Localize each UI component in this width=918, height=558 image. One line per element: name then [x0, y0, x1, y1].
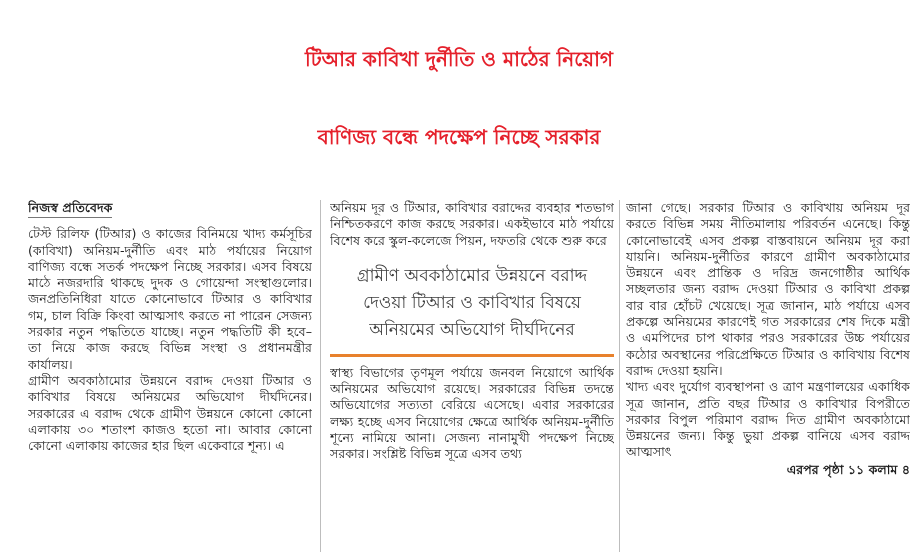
paragraph: গ্রামীণ অবকাঠামোর উন্নয়নে বরাদ্দ দেওয়া টিআর ও কাবিখার বিষয়ে অনিয়মের অভিযোগ দীর্ঘদিনের। সরকারের এ বরাদ্দ থেকে গ্রামীণ উন্নয়নে কোনো কোনো এলাকায় ৩০ শতাংশ কাজও হতো না। আবার কোনো কোনো এলাকায় কাজের হার ছিল একেবারে শূন্য। এ: [28, 372, 312, 454]
article-column-2: [330, 200, 614, 558]
headline-line-2: বাণিজ্য বন্ধে পদক্ষেপ নিচ্ছে সরকার: [317, 125, 601, 149]
paragraph: অনিয়ম দূর ও টিআর, কাবিখার বরাদ্দের ব্যবহার শতভাগ নিশ্চিতকরণে কাজ করছে সরকার। একইভাবে মাঠ পর্যায়ে বিশেষ করে স্কুল-কলেজে পিয়ন, দফতরি থেকে শুরু করে: [330, 200, 614, 248]
article-column-1: [28, 200, 312, 558]
article-column-3: [626, 200, 910, 558]
pull-quote: গ্রামীণ অবকাঠামোর উন্নয়নে বরাদ্দ দেওয়া টিআর ও কাবিখার বিষয়ে অনিয়মের অভিযোগ দীর্ঘদিনের: [356, 265, 588, 340]
paragraph: টেস্ট রিলিফ (টিআর) ও কাজের বিনিময়ে খাদ্য কর্মসূচির (কাবিখা) অনিয়ম-দুর্নীতি এবং মাঠ পর্যায়ের নিয়োগ বাণিজ্য বন্ধে সতর্ক পদক্ষেপ নিচ্ছে সরকার। এসব বিষয়ে মাঠে নজরদারি থাকছে দুদক ও গোয়েন্দা সংস্থাগুলোর। জনপ্রতিনিধিরা যাতে কোনোভাবে টিআর ও কাবিখার গম, চাল বিক্রি কিংবা আত্মসাৎ করতে না পারেন সেজন্য সরকার নতুন পদ্ধতিতে যাচ্ছে। নতুন পদ্ধতিটি কী হবে– তা নিয়ে কাজ করছে বিভিন্ন সংস্থা ও প্রধানমন্ত্রীর কার্যালয়।: [28, 226, 312, 372]
column-divider: [619, 200, 620, 552]
pull-quote-rule: [330, 354, 614, 357]
paragraph: জানা গেছে। সরকার টিআর ও কাবিখায় অনিয়ম দূর করতে বিভিন্ন সময় নীতিমালায় পরিবর্তন এনেছে। কিন্তু কোনোভাবেই এসব প্রকল্প বাস্তবায়নে অনিয়ম দূর করা যায়নি। অনিয়ম-দুর্নীতির কারণে গ্রামীণ অবকাঠামোর উন্নয়নে এবং প্রান্তিক ও দরিদ্র জনগোষ্ঠীর আর্থিক সচ্ছলতার জন্য বরাদ্দ দেওয়া টিআর ও কাবিখা প্রকল্প বার বার হোঁচট খেয়েছে। সূত্র জানান, মাঠ পর্যায়ে এসব প্রকল্পে অনিয়মের কারণেই গত সরকারের শেষ দিকে মন্ত্রী ও এমপিদের চাপ থাকার পরও সরকারের উচ্চ পর্যায়ের কঠোর অবস্থানের পরিপ্রেক্ষিতে টিআর ও কাবিখায় বিশেষ বরাদ্দ দেওয়া হয়নি।: [626, 200, 910, 378]
paragraph: স্বাস্থ্য বিভাগের তৃণমূল পর্যায়ে জনবল নিয়োগে আর্থিক অনিয়মের অভিযোগ রয়েছে। সরকারের বিভিন্ন তদন্তে অভিযোগের সত্যতা বেরিয়ে এসেছে। এবার সরকারের লক্ষ্য হচ্ছে এসব নিয়োগের ক্ষেত্রে আর্থিক অনিয়ম-দুর্নীতি শূন্যে নামিয়ে আনা। সেজন্য নানামুখী পদক্ষেপ নিচ্ছে সরকার। সংশ্লিষ্ট বিভিন্ন সূত্রে এসব তথ্য: [330, 364, 614, 462]
column-divider: [320, 200, 321, 552]
headline-line-1: টিআর কাবিখা দুর্নীতি ও মাঠের নিয়োগ: [305, 47, 613, 71]
paragraph: খাদ্য এবং দুর্যোগ ব্যবস্থাপনা ও ত্রাণ মন্ত্রণালয়ের একাধিক সূত্র জানান, প্রতি বছর টিআর ও কাবিখার বিপরীতে সরকার বিপুল পরিমাণ বরাদ্দ দিত গ্রামীণ অবকাঠামো উন্নয়নের জন্য। কিন্তু ভুয়া প্রকল্প বানিয়ে এসব বরাদ্দ আত্মসাৎ: [626, 379, 910, 460]
byline: নিজস্ব প্রতিবেদক: [28, 200, 112, 218]
continued-on-page: এরপর পৃষ্ঠা ১১ কলাম ৪: [786, 461, 910, 477]
